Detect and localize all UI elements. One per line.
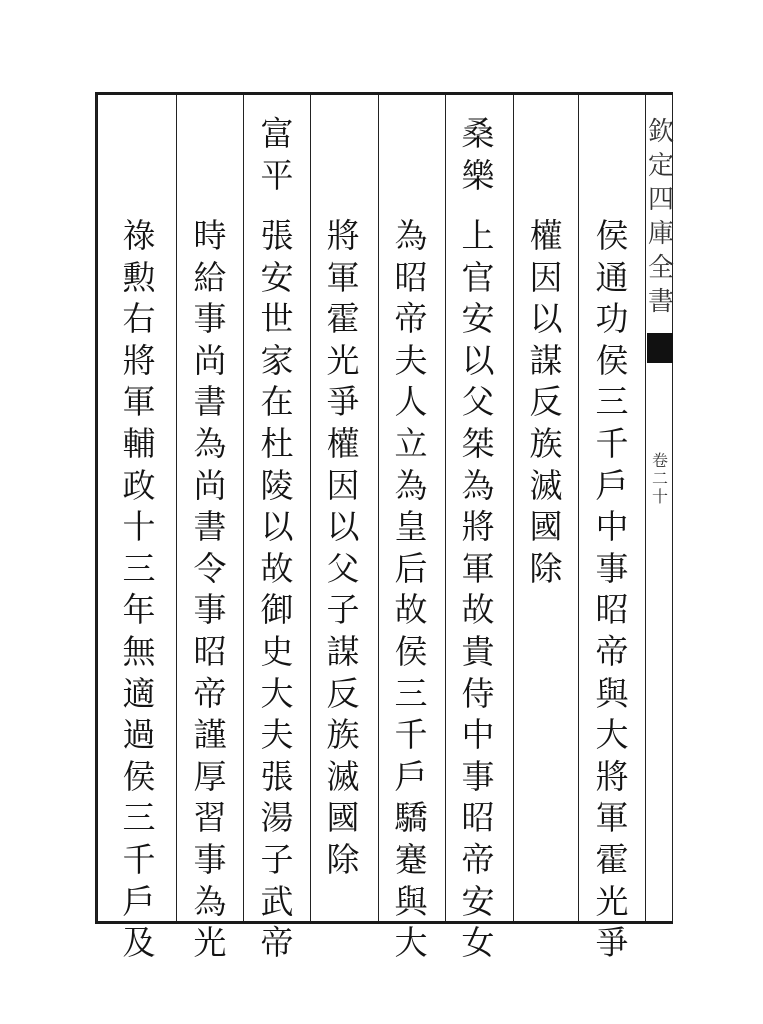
- glyph: 帝: [260, 923, 294, 963]
- glyph: 書: [193, 507, 227, 547]
- glyph: 三: [394, 673, 428, 713]
- glyph: 事: [193, 590, 227, 630]
- page-frame: [95, 92, 673, 924]
- glyph: 過: [122, 715, 156, 755]
- glyph: 大: [595, 715, 629, 755]
- glyph: 年: [122, 590, 156, 630]
- glyph: 勲: [122, 257, 156, 297]
- column-rule: [176, 95, 177, 921]
- glyph: 張: [260, 756, 294, 796]
- glyph: 祿: [122, 216, 156, 255]
- glyph: 尚: [193, 465, 227, 505]
- glyph: 除: [326, 839, 360, 879]
- fishtail-mark: [647, 333, 673, 363]
- glyph: 驕: [394, 798, 428, 838]
- text-column-3: [457, 113, 499, 196]
- glyph: 國: [529, 507, 563, 547]
- glyph: 權: [529, 216, 563, 255]
- text-column-9: [189, 215, 231, 964]
- glyph: 將: [326, 216, 360, 255]
- glyph: 安: [461, 881, 495, 921]
- text-column-2: [525, 215, 567, 589]
- glyph: 無: [122, 631, 156, 671]
- glyph: 張: [260, 216, 294, 255]
- glyph: 軍: [595, 798, 629, 838]
- glyph: 將: [122, 340, 156, 380]
- column-rule: [310, 95, 311, 921]
- glyph: 侯: [595, 216, 629, 255]
- glyph: 國: [326, 798, 360, 838]
- glyph: 庫: [647, 219, 674, 249]
- glyph: 在: [260, 382, 294, 422]
- glyph: 千: [122, 839, 156, 879]
- glyph: 帝: [193, 673, 227, 713]
- glyph: 侯: [394, 631, 428, 671]
- glyph: 尚: [193, 340, 227, 380]
- glyph: 安: [260, 257, 294, 297]
- glyph: 光: [595, 881, 629, 921]
- glyph: 族: [326, 715, 360, 755]
- glyph: 夫: [260, 715, 294, 755]
- glyph: 陵: [260, 465, 294, 505]
- glyph: 為: [193, 423, 227, 463]
- column-rule: [578, 95, 579, 921]
- glyph: 事: [595, 548, 629, 588]
- glyph: 與: [394, 881, 428, 921]
- glyph: 戶: [595, 465, 629, 505]
- glyph: 軍: [122, 382, 156, 422]
- glyph: 軍: [326, 257, 360, 297]
- glyph: 武: [260, 881, 294, 921]
- glyph: 桀: [461, 423, 495, 463]
- glyph: 蹇: [394, 839, 428, 879]
- glyph: 令: [193, 548, 227, 588]
- glyph: 以: [260, 507, 294, 547]
- glyph: 故: [461, 590, 495, 630]
- glyph: 適: [122, 673, 156, 713]
- glyph: 三: [595, 382, 629, 422]
- glyph: 中: [595, 507, 629, 547]
- glyph: 書: [193, 382, 227, 422]
- glyph: 大: [260, 673, 294, 713]
- glyph: 史: [260, 631, 294, 671]
- glyph: 光: [193, 923, 227, 963]
- glyph: 昭: [193, 631, 227, 671]
- glyph: 千: [595, 423, 629, 463]
- glyph: 定: [647, 151, 674, 181]
- glyph: 杜: [260, 423, 294, 463]
- glyph: 父: [326, 548, 360, 588]
- glyph: 三: [122, 798, 156, 838]
- glyph: 戶: [394, 756, 428, 796]
- glyph: 卷: [651, 451, 668, 470]
- text-column-1: [591, 215, 633, 964]
- glyph: 及: [122, 923, 156, 963]
- glyph: 通: [595, 257, 629, 297]
- glyph: 大: [394, 923, 428, 963]
- glyph: 除: [529, 548, 563, 588]
- glyph: 戶: [122, 881, 156, 921]
- juan-number: [646, 452, 674, 506]
- column-rule: [96, 95, 97, 921]
- column-rule: [378, 95, 379, 921]
- glyph: 以: [529, 299, 563, 339]
- glyph: 立: [394, 423, 428, 463]
- glyph: 皇: [394, 507, 428, 547]
- glyph: 人: [394, 382, 428, 422]
- glyph: 為: [193, 881, 227, 921]
- glyph: 族: [529, 423, 563, 463]
- glyph: 欽: [647, 117, 674, 147]
- glyph: 富: [260, 114, 294, 153]
- column-rule: [513, 95, 514, 921]
- glyph: 侍: [461, 673, 495, 713]
- glyph: 霍: [595, 839, 629, 879]
- glyph: 十: [122, 507, 156, 547]
- glyph: 全: [647, 253, 674, 283]
- glyph: 子: [260, 839, 294, 879]
- glyph: 御: [260, 590, 294, 630]
- glyph: 右: [122, 299, 156, 339]
- column-rule: [445, 95, 446, 921]
- glyph: 二: [651, 469, 668, 488]
- glyph: 中: [461, 715, 495, 755]
- glyph: 謹: [193, 715, 227, 755]
- glyph: 昭: [595, 590, 629, 630]
- glyph: 軍: [461, 548, 495, 588]
- glyph: 家: [260, 340, 294, 380]
- text-column-6: [322, 215, 364, 881]
- glyph: 世: [260, 299, 294, 339]
- glyph: 樂: [461, 155, 495, 195]
- glyph: 十: [651, 487, 668, 506]
- glyph: 爭: [595, 923, 629, 963]
- glyph: 爭: [326, 382, 360, 422]
- glyph: 時: [193, 216, 227, 255]
- glyph: 為: [461, 465, 495, 505]
- glyph: 三: [122, 548, 156, 588]
- text-column-5: [390, 215, 432, 964]
- glyph: 輔: [122, 423, 156, 463]
- text-column-7: [256, 113, 298, 196]
- glyph: 滅: [529, 465, 563, 505]
- glyph: 官: [461, 257, 495, 297]
- glyph: 貴: [461, 631, 495, 671]
- glyph: 昭: [394, 257, 428, 297]
- glyph: 以: [326, 507, 360, 547]
- glyph: 故: [394, 590, 428, 630]
- text-column-4: [457, 215, 499, 964]
- glyph: 反: [529, 382, 563, 422]
- glyph: 將: [461, 507, 495, 547]
- glyph: 帝: [595, 631, 629, 671]
- glyph: 湯: [260, 798, 294, 838]
- glyph: 功: [595, 299, 629, 339]
- glyph: 反: [326, 673, 360, 713]
- glyph: 為: [394, 216, 428, 255]
- glyph: 政: [122, 465, 156, 505]
- glyph: 霍: [326, 299, 360, 339]
- glyph: 子: [326, 590, 360, 630]
- glyph: 光: [326, 340, 360, 380]
- glyph: 事: [193, 299, 227, 339]
- glyph: 侯: [595, 340, 629, 380]
- glyph: 與: [595, 673, 629, 713]
- text-column-8: [256, 215, 298, 964]
- glyph: 昭: [461, 798, 495, 838]
- glyph: 帝: [461, 839, 495, 879]
- glyph: 權: [326, 423, 360, 463]
- glyph: 書: [647, 287, 674, 317]
- glyph: 因: [326, 465, 360, 505]
- glyph: 為: [394, 465, 428, 505]
- glyph: 習: [193, 798, 227, 838]
- glyph: 桑: [461, 114, 495, 153]
- book-title: [646, 115, 676, 319]
- glyph: 謀: [529, 340, 563, 380]
- glyph: 謀: [326, 631, 360, 671]
- glyph: 四: [647, 185, 674, 215]
- glyph: 事: [461, 756, 495, 796]
- glyph: 父: [461, 382, 495, 422]
- glyph: 將: [595, 756, 629, 796]
- glyph: 因: [529, 257, 563, 297]
- glyph: 女: [461, 923, 495, 963]
- glyph: 安: [461, 299, 495, 339]
- column-rule: [243, 95, 244, 921]
- glyph: 滅: [326, 756, 360, 796]
- glyph: 厚: [193, 756, 227, 796]
- glyph: 夫: [394, 340, 428, 380]
- glyph: 以: [461, 340, 495, 380]
- glyph: 給: [193, 257, 227, 297]
- glyph: 侯: [122, 756, 156, 796]
- glyph: 上: [461, 216, 495, 255]
- glyph: 帝: [394, 299, 428, 339]
- glyph: 千: [394, 715, 428, 755]
- glyph: 平: [260, 155, 294, 195]
- glyph: 故: [260, 548, 294, 588]
- glyph: 事: [193, 839, 227, 879]
- glyph: 后: [394, 548, 428, 588]
- text-column-10: [118, 215, 160, 964]
